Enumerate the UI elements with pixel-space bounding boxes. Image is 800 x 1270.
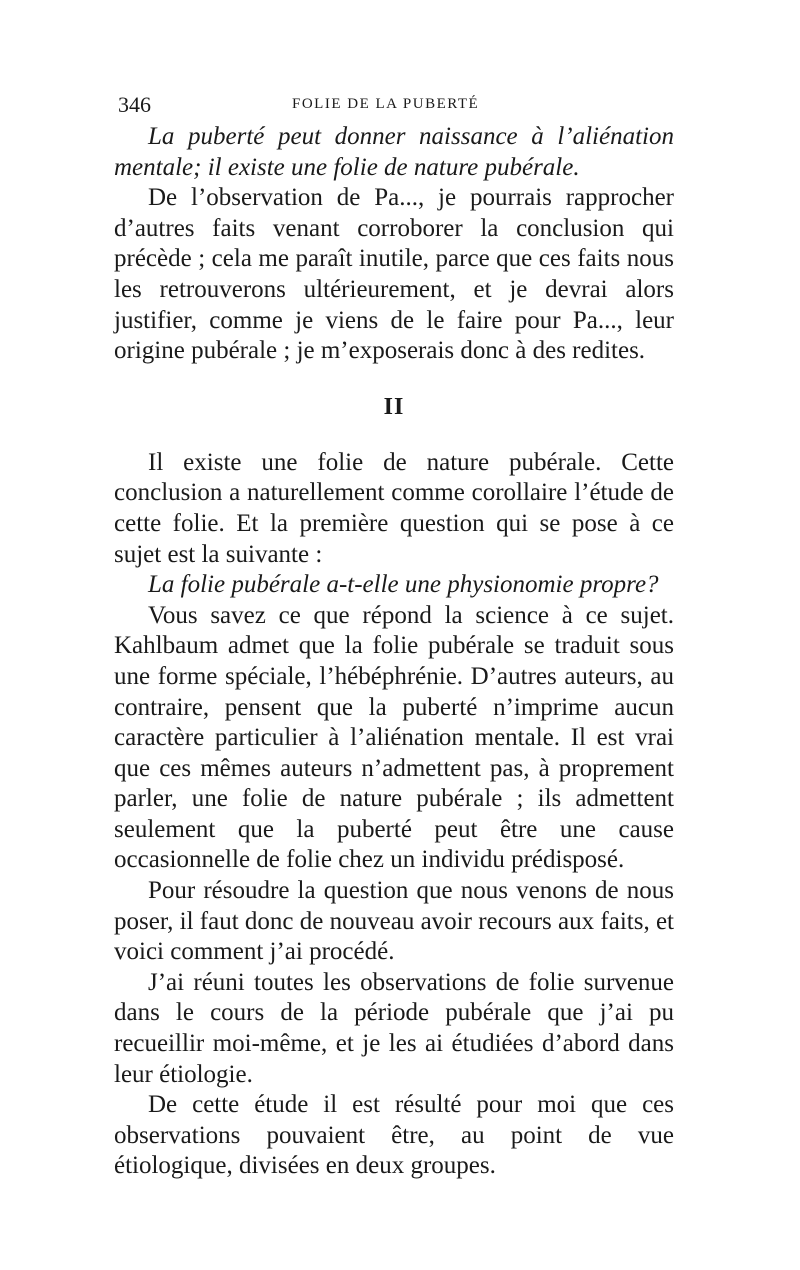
running-title: FOLIE DE LA PUBERTÉ — [292, 96, 480, 112]
body-paragraph: Pour résoudre la question que nous venons de nous poser, il faut donc de nouveau avoir recours aux faits, et voici comment j’ai procédé. — [114, 877, 674, 966]
body-paragraph: J’ai réuni toutes les observations de folie survenue dans le cours de la période pubérale que j’ai pu recueillir moi-même, et je les ai étudiées d’abord dans leur étiologie. — [114, 968, 674, 1088]
body-paragraph: Vous savez ce que répond la science à ce sujet. Kahlbaum admet que la folie pubérale se traduit sous une forme spéciale, l’hébéphrénie. D’autres auteurs, au contraire, pensent que la puberté n’imprime aucun caractère particulier à l’aliénation mentale. Il est vrai que ces mêmes auteurs n’admettent pas, à proprement parler, une folie de nature pubérale ; ils admettent seulement que la puberté peut être une cause occasionnelle de folie chez un individu prédisposé. — [114, 601, 674, 874]
body-paragraph: De cette étude il est résulté pour moi que ces observations pouvaient être, au point de vue étiologique, divisées en deux groupes. — [114, 1091, 674, 1180]
section-heading: II — [383, 393, 405, 420]
italic-thesis-paragraph: La puberté peut donner naissance à l’aliénation mentale; il existe une folie de nature pubérale. — [114, 123, 674, 181]
book-page — [114, 92, 674, 1182]
body-paragraph: De l’observation de Pa..., je pourrais rapprocher d’autres faits venant corroborer la conclusion qui précède ; cela me paraît inutile, parce que ces faits nous les retrouverons ultérieurement, et je devrai alors justifier, comme je viens de le faire pour Pa..., leur origine pubérale ; je m’exposerais donc à des redites. — [114, 184, 674, 365]
italic-question-paragraph: La folie pubérale a-t-elle une physionomie propre? — [148, 571, 659, 599]
running-head — [114, 92, 674, 122]
page-number: 346 — [118, 92, 151, 117]
body-paragraph: Il existe une folie de nature pubérale. Cette conclusion a naturellement comme corollaire l’étude de cette folie. Et la première question qui se pose à ce sujet est la suivante : — [114, 448, 674, 568]
